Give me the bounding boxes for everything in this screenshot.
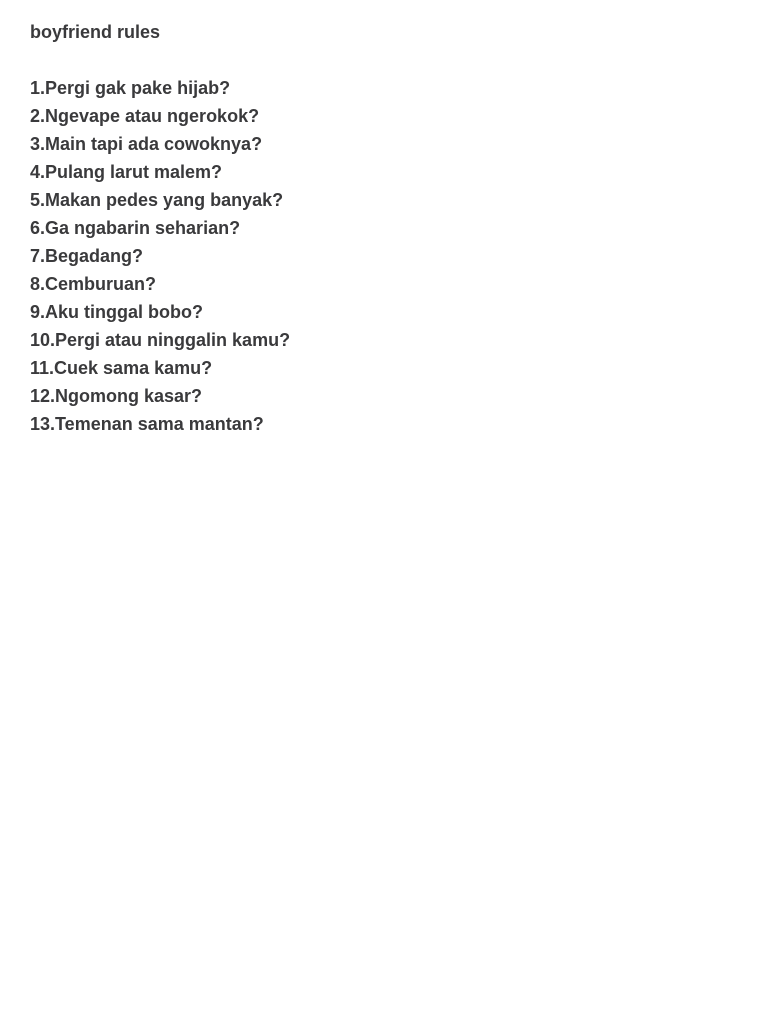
list-item: 5.Makan pedes yang banyak? [30, 190, 284, 210]
list-item: 7.Begadang? [30, 246, 144, 266]
blank-line [30, 46, 730, 74]
list-item: 9.Aku tinggal bobo? [30, 302, 203, 322]
list-item: 6.Ga ngabarin seharian? [30, 218, 241, 238]
list-item: 13.Temenan sama mantan? [30, 414, 264, 434]
list-item: 8.Cemburuan? [30, 274, 157, 294]
list-item: 12.Ngomong kasar? [30, 386, 203, 406]
list-item: 2.Ngevape atau ngerokok? [30, 106, 260, 126]
list-item: 3.Main tapi ada cowoknya? [30, 134, 263, 154]
list-item: 10.Pergi atau ninggalin kamu? [30, 330, 291, 350]
note-body[interactable] [30, 18, 730, 438]
note-title: boyfriend rules [30, 22, 161, 42]
list-item: 4.Pulang larut malem? [30, 162, 223, 182]
rules-list [30, 74, 730, 438]
list-item: 1.Pergi gak pake hijab? [30, 78, 231, 98]
list-item: 11.Cuek sama kamu? [30, 358, 213, 378]
